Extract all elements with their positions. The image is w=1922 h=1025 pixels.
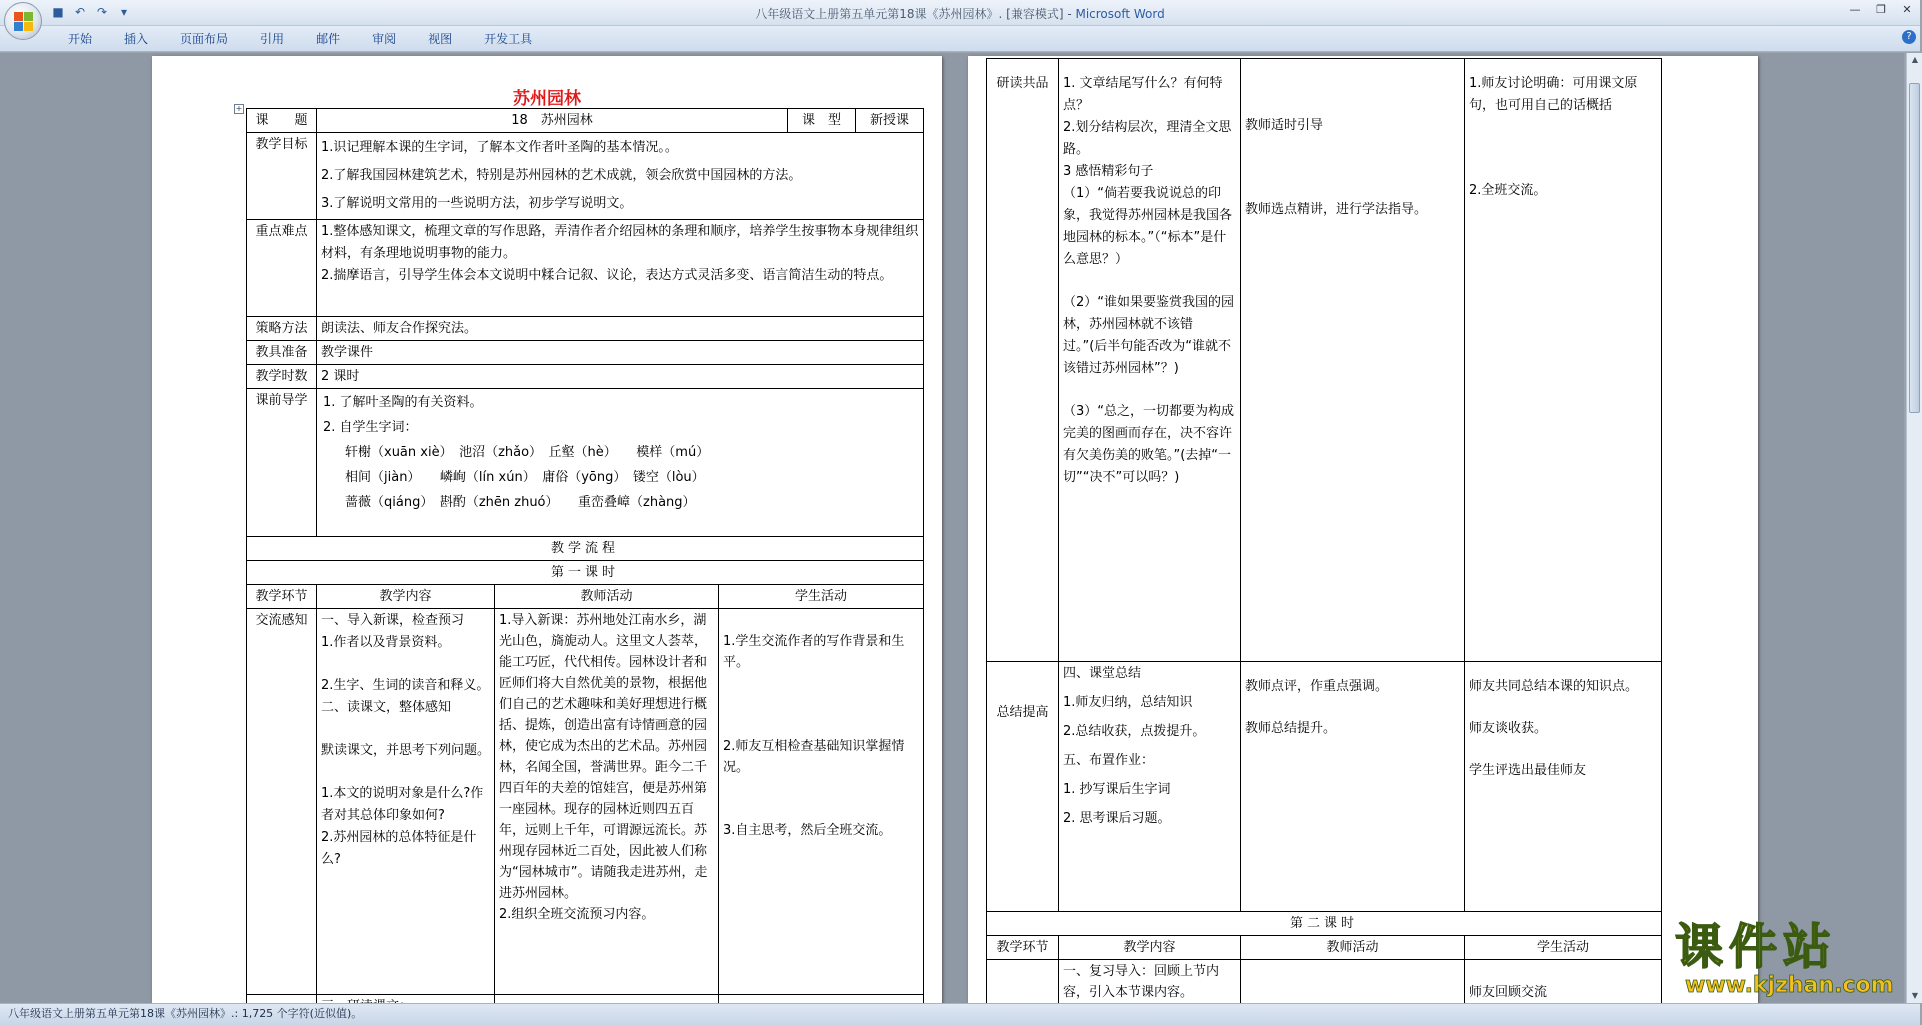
- spacer: [321, 762, 490, 783]
- scroll-thumb[interactable]: [1909, 83, 1920, 413]
- tab-mailings[interactable]: 邮件: [316, 32, 341, 46]
- goal-item: 3.了解说明文常用的一些说明方法，初步学写说明文。: [321, 196, 633, 211]
- goal-item: 2.了解我国园林建筑艺术，特别是苏州园林的艺术成就，领会欣赏中国园林的方法。: [321, 168, 802, 183]
- spacer: [1063, 742, 1236, 750]
- key-point-item: 1.整体感知课文，梳理文章的写作思路，弄清作者介绍园林的条理和顺序，培养学生按事物本身规律组织材料，有条理地说明事物的能力。: [321, 224, 919, 261]
- student-cell: [719, 609, 924, 995]
- student-cell: [1465, 59, 1662, 662]
- minimize-button[interactable]: —: [1849, 3, 1861, 16]
- content-line: 1. 文章结尾写什么？有何特点？: [1063, 76, 1223, 113]
- teacher-line: 教师点评，作重点强调。: [1245, 679, 1389, 694]
- teacher-line: 教师选点精讲，进行学法指导。: [1245, 202, 1428, 217]
- col-stage: 教学环节: [247, 585, 317, 609]
- col-student: 学生活动: [719, 585, 924, 609]
- content-cell: [1059, 59, 1241, 662]
- content-line: 3 感悟精彩句子: [1063, 164, 1154, 179]
- col-student: 学生活动: [1465, 936, 1662, 960]
- spacer: [1063, 771, 1236, 779]
- spacer: [1063, 800, 1236, 808]
- scroll-up-icon[interactable]: ▲: [1911, 55, 1919, 64]
- spacer: [1063, 271, 1236, 292]
- key-points-label: 重点难点: [247, 220, 317, 317]
- spacer: [1063, 713, 1236, 721]
- strategy-value: 朗读法、师友合作探究法。: [317, 317, 924, 341]
- spacer: [321, 719, 490, 740]
- tab-page-layout[interactable]: 页面布局: [180, 32, 229, 46]
- topic-value: 18 苏州园林: [317, 109, 788, 133]
- student-line: 1.学生交流作者的写作背景和生平。: [723, 634, 905, 670]
- status-text: 八年级语文上册第五单元第18课《苏州园林》.: 1,725 个字符(近似值)。: [8, 1007, 363, 1020]
- content-line: （2）“谁如果要鉴赏我国的园林，苏州园林就不该错过。”(后半句能否改为“谁就不该错过苏州园林”？): [1063, 295, 1235, 376]
- content-line: （1）“倘若要我说说总的印象，我觉得苏州园林是我国各地园林的标本。”（“标本”是什么意思？）: [1063, 186, 1233, 267]
- tools-value: 教学课件: [317, 341, 924, 365]
- content-line: 2.总结收获，点拨提升。: [1063, 724, 1206, 739]
- spacer: [1063, 380, 1236, 401]
- student-line: 2.师友互相检查基础知识掌握情况。: [723, 739, 905, 775]
- student-line: 1.师友讨论明确：可用课文原句，也可用自己的话概括: [1469, 76, 1638, 113]
- spacer: [1245, 73, 1460, 94]
- preview-item: 1. 了解叶圣陶的有关资料。: [323, 395, 483, 410]
- undo-icon[interactable]: ↶: [74, 5, 86, 19]
- office-logo-icon: [14, 12, 34, 32]
- watermark-logo: [1655, 920, 1900, 1002]
- spacer: [1469, 117, 1657, 138]
- doc-title: 苏州园林: [513, 89, 581, 109]
- content-line: 一、导入新课，检查预习: [321, 613, 465, 628]
- vocab-line: 相间（jiàn） 嶙峋（lín xún） 庸俗（yōng） 镂空（lòu）: [345, 470, 705, 485]
- teacher-line: 教师总结提升。: [1245, 721, 1337, 736]
- ribbon: [0, 26, 1920, 52]
- student-line: 学生评选出最佳师友: [1469, 763, 1587, 778]
- student-cell: [1465, 662, 1662, 912]
- office-button[interactable]: [4, 2, 42, 40]
- goals-content: [317, 133, 924, 220]
- student-line: 师友谈收获。: [1469, 721, 1548, 736]
- spacer: [321, 654, 490, 675]
- spacer: [1469, 138, 1657, 159]
- spacer: [1245, 136, 1460, 157]
- teacher-cell: [1241, 59, 1465, 662]
- content-line: 默读课文，并思考下列问题。: [321, 743, 491, 758]
- lesson2-title: 第二课时: [987, 912, 1662, 936]
- preview-item: 2. 自学生字词：: [323, 420, 418, 435]
- content-cell: 一、复习导入：回顾上节内容，引入本节课内容。: [1059, 960, 1241, 1010]
- table-move-handle-icon[interactable]: +: [235, 104, 243, 113]
- type-label: 课 型: [788, 109, 856, 133]
- spacer: [1245, 178, 1460, 199]
- teacher-cell: [1241, 960, 1465, 1010]
- content-cell: [317, 609, 495, 995]
- flow-title: 教学流程: [247, 537, 924, 561]
- preview-label: 课前导学: [247, 389, 317, 537]
- spacer: [1245, 94, 1460, 115]
- teacher-cell: [1241, 662, 1465, 912]
- student-cell: [1465, 960, 1662, 1010]
- maximize-button[interactable]: ❐: [1876, 3, 1886, 16]
- col-teacher: 教师活动: [495, 585, 719, 609]
- scroll-down-icon[interactable]: ▼: [1911, 991, 1919, 1000]
- customize-toolbar-icon[interactable]: ▾: [120, 5, 128, 19]
- lesson-plan-table: [246, 108, 924, 1019]
- content-line: 五、布置作业：: [1063, 753, 1155, 768]
- hours-value: 2 课时: [317, 365, 924, 389]
- close-button[interactable]: ✕: [1902, 3, 1912, 16]
- teacher-line: 教师适时引导: [1245, 118, 1324, 133]
- content-line: 四、课堂总结: [1063, 666, 1142, 681]
- lesson-plan-table-continued: [986, 58, 1662, 1010]
- content-line: 2.划分结构层次，理清全文思路。: [1063, 120, 1232, 157]
- app-name: Microsoft Word: [1075, 7, 1165, 21]
- page-2: [968, 56, 1758, 1016]
- lesson1-title: 第一课时: [247, 561, 924, 585]
- student-line: 师友回顾交流: [1469, 985, 1548, 1000]
- col-teacher: 教师活动: [1241, 936, 1465, 960]
- content-line: 1.师友归纳，总结知识: [1063, 695, 1193, 710]
- hours-label: 教学时数: [247, 365, 317, 389]
- spacer: [1245, 157, 1460, 178]
- teacher-line: 2.组织全班交流预习内容。: [499, 907, 655, 922]
- type-value: 新授课: [856, 109, 924, 133]
- spacer: [1469, 739, 1657, 760]
- save-icon[interactable]: ■: [52, 5, 64, 19]
- spacer: [1469, 697, 1657, 718]
- col-content: 教学内容: [1059, 936, 1241, 960]
- content-line: 2.生字、生词的读音和释义。: [321, 678, 490, 693]
- page-1: [152, 56, 942, 1016]
- tab-home[interactable]: 开始: [68, 32, 93, 46]
- tab-references[interactable]: 引用: [260, 32, 285, 46]
- topic-label: 课 题: [247, 109, 317, 133]
- col-content: 教学内容: [317, 585, 495, 609]
- content-line: 2. 思考课后习题。: [1063, 811, 1171, 826]
- col-stage: 教学环节: [987, 936, 1059, 960]
- window-controls: [1842, 0, 1920, 20]
- spacer: [1063, 684, 1236, 692]
- student-line: 2.全班交流。: [1469, 183, 1547, 198]
- tab-review[interactable]: 审阅: [372, 32, 397, 46]
- redo-icon[interactable]: ↷: [96, 5, 108, 19]
- tab-insert[interactable]: 插入: [124, 32, 149, 46]
- goal-item: 1.识记理解本课的生字词，了解本文作者叶圣陶的基本情况。。: [321, 140, 678, 155]
- tab-developer[interactable]: 开发工具: [484, 32, 533, 46]
- spacer: [723, 673, 919, 694]
- stage-cell: 研读共品: [987, 59, 1059, 662]
- stage-cell: 交流感知: [247, 609, 317, 995]
- spacer: [723, 715, 919, 736]
- status-bar: [0, 1003, 1920, 1025]
- content-cell: [1059, 662, 1241, 912]
- spacer: [1469, 159, 1657, 180]
- key-points-content: [317, 220, 924, 317]
- stage-cell: 总结提高: [987, 662, 1059, 912]
- content-line: 1.作者以及背景资料。: [321, 635, 451, 650]
- strategy-label: 策略方法: [247, 317, 317, 341]
- content-line: 1.本文的说明对象是什么?作者对其总体印象如何?: [321, 786, 484, 823]
- document-title: 八年级语文上册第五单元第18课《苏州园林》. [兼容模式] -: [755, 7, 1076, 21]
- watermark-url: www.kjzhan.com: [1685, 973, 1894, 998]
- window-title: [0, 5, 1920, 22]
- vocab-line: 轩榭（xuān xiè） 池沼（zhǎo） 丘壑（hè） 模样（mú）: [345, 445, 710, 460]
- tab-view[interactable]: 视图: [428, 32, 453, 46]
- help-icon[interactable]: ?: [1902, 30, 1916, 44]
- stage-cell: [987, 960, 1059, 1010]
- ribbon-tabs: [52, 30, 548, 48]
- content-line: 2.苏州园林的总体特征是什么?: [321, 830, 477, 867]
- student-line: 3.自主思考，然后全班交流。: [723, 823, 892, 838]
- goals-label: 教学目标: [247, 133, 317, 220]
- spacer: [723, 778, 919, 799]
- content-line: 二、读课文，整体感知: [321, 700, 452, 715]
- spacer: [723, 799, 919, 820]
- teacher-cell: [495, 609, 719, 995]
- vertical-scrollbar[interactable]: [1906, 53, 1922, 1003]
- document-workspace: [0, 53, 1904, 1003]
- spacer: [723, 694, 919, 715]
- vocab-line: 蔷薇（qiáng） 斟酌（zhēn zhuó） 重峦叠嶂（zhàng）: [345, 495, 696, 510]
- student-line: 师友共同总结本课的知识点。: [1469, 679, 1639, 694]
- key-point-item: 2.揣摩语言，引导学生体会本文说明中糅合记叙、议论，表达方式灵活多变、语言简洁生动的特点。: [321, 268, 893, 283]
- spacer: [723, 610, 919, 631]
- teacher-line: 1.导入新课：苏州地处江南水乡，湖光山色，旖旎动人。这里文人荟萃，能工巧匠，代代相传。园林设计者和匠师们将大自然优美的景物，根据他们自己的艺术趣味和美好理想进行概括、提炼，创造出富有诗情画意的园林，使它成为杰出的艺术品。苏州园林，名闻全国，誉满世界。距今二千四百年的夫差的馆娃宫，便是苏州第一座园林。现存的园林近则四五百年，远则上千年，可谓源远流长。苏州现存园林近二百处，因此被人们称为“园林城市”。请随我走进苏州，走进苏州园林。: [499, 613, 708, 901]
- title-bar: [0, 0, 1920, 26]
- content-line: （3）“总之，一切都要为构成完美的图画而存在，决不容许有欠美伤美的败笔。”(去掉“一切”“决不”可以吗？): [1063, 404, 1235, 485]
- spacer: [1245, 697, 1460, 718]
- tools-label: 教具准备: [247, 341, 317, 365]
- watermark-brand: 课件站: [1675, 919, 1838, 975]
- preview-content: [317, 389, 924, 537]
- content-line: 1. 抄写课后生字词: [1063, 782, 1171, 797]
